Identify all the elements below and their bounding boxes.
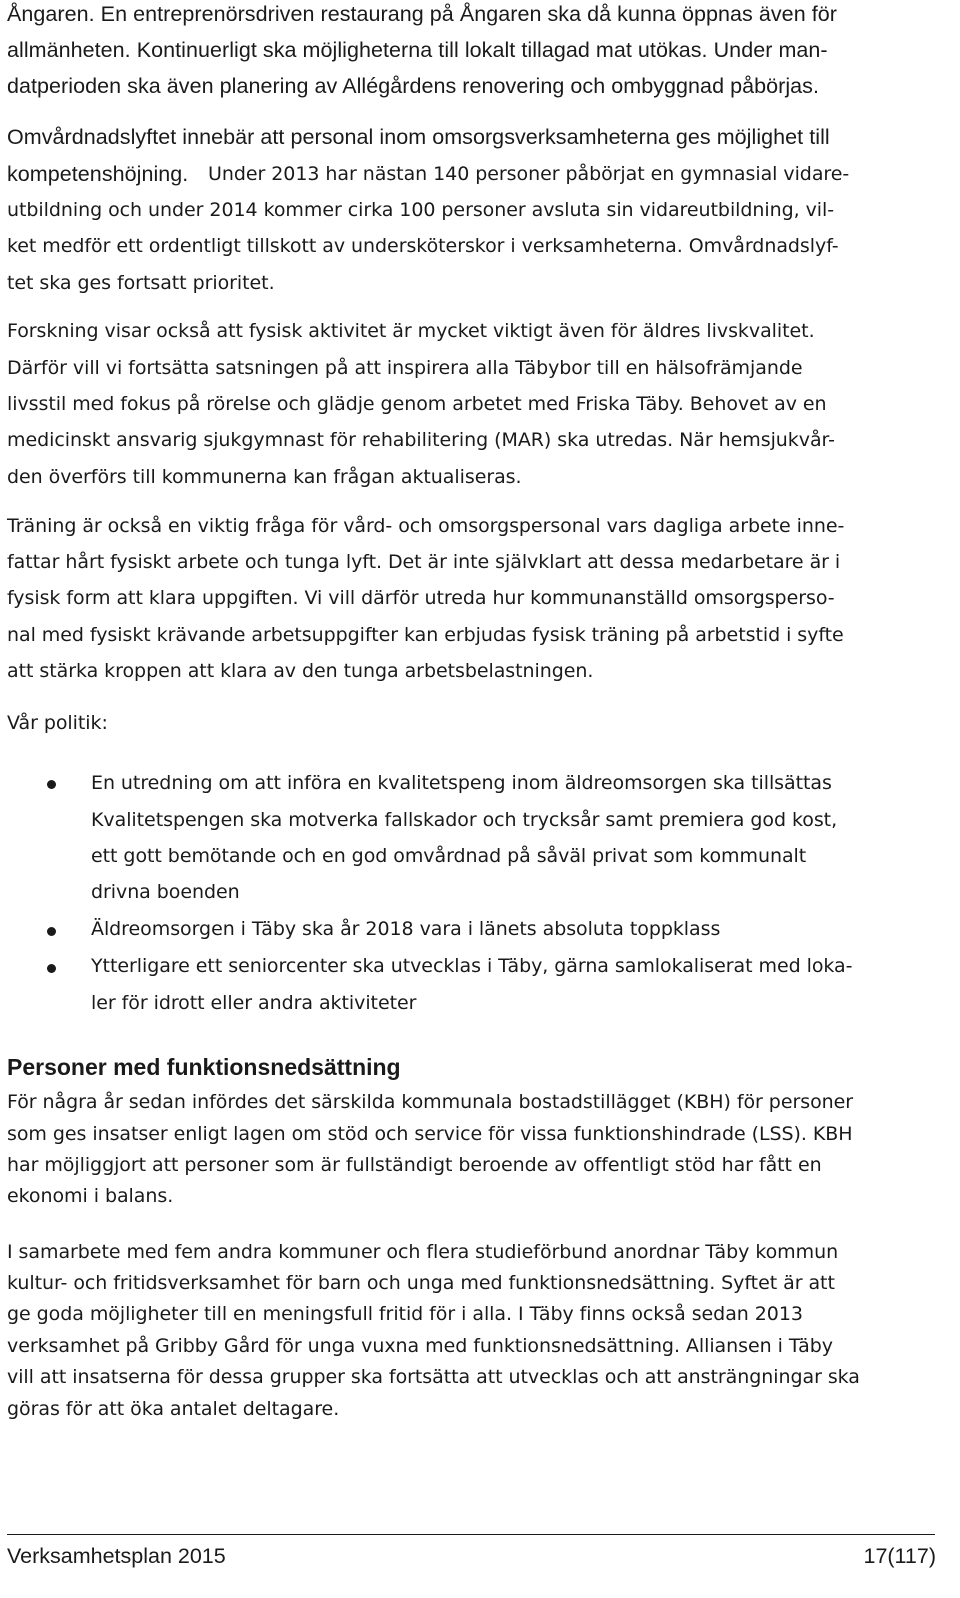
bullet-item-line: Ytterligare ett seniorcenter ska utvecklas i Täby, gärna samlokaliserat med loka-: [91, 955, 853, 977]
paragraph-5-line: ekonomi i balans.: [7, 1185, 174, 1207]
bullet-item-line: Äldreomsorgen i Täby ska år 2018 vara i länets absoluta toppklass: [91, 918, 721, 940]
paragraph-2-line: kompetenshöjning.: [7, 162, 189, 186]
paragraph-3-line: Därför vill vi fortsätta satsningen på att inspirera alla Täbybor till en hälsofrämjande: [7, 357, 803, 379]
footer-rule: [7, 1534, 935, 1535]
footer-page-number: 17(117): [863, 1544, 936, 1568]
paragraph-2-line: Omvårdnadslyftet innebär att personal inom omsorgsverksamheterna ges möjlighet till: [7, 125, 830, 149]
paragraph-6-line: ge goda möjligheter till en meningsfull fritid för i alla. I Täby finns också sedan 2013: [7, 1303, 803, 1325]
paragraph-4-line: Träning är också en viktig fråga för vård- och omsorgspersonal vars dagliga arbete inne-: [7, 515, 845, 537]
paragraph-6-line: kultur- och fritidsverksamhet för barn och unga med funktionsnedsättning. Syftet är att: [7, 1272, 835, 1294]
paragraph-6-line: göras för att öka antalet deltagare.: [7, 1398, 340, 1420]
paragraph-4-line: fattar hårt fysiskt arbete och tunga lyft. Det är inte självklart att dessa medarbetare är i: [7, 551, 841, 573]
paragraph-2-line: ket medför ett ordentligt tillskott av undersköterskor i verksamheterna. Omvårdnadslyf-: [7, 235, 839, 257]
paragraph-6-line: I samarbete med fem andra kommuner och flera studieförbund anordnar Täby kommun: [7, 1241, 839, 1263]
paragraph-4-line: nal med fysiskt krävande arbetsuppgifter kan erbjudas fysisk träning på arbetstid i syfte: [7, 624, 844, 646]
footer-document-title: Verksamhetsplan 2015: [7, 1544, 226, 1568]
paragraph-5-line: För några år sedan infördes det särskilda kommunala bostadstillägget (KBH) för personer: [7, 1091, 854, 1113]
bullet-dot: [47, 927, 56, 936]
paragraph-4-line: fysisk form att klara uppgiften. Vi vill därför utreda hur kommunanställd omsorgsperso-: [7, 587, 835, 609]
paragraph-3-line: den överförs till kommunerna kan frågan aktualiseras.: [7, 466, 522, 488]
paragraph-4-line: att stärka kroppen att klara av den tunga arbetsbelastningen.: [7, 660, 594, 682]
paragraph-3-line: Forskning visar också att fysisk aktivitet är mycket viktigt även för äldres livskvalitet.: [7, 320, 815, 342]
paragraph-6-line: vill att insatserna för dessa grupper ska fortsätta att utvecklas och att ansträngningar ska: [7, 1366, 860, 1388]
paragraph-5-line: som ges insatser enligt lagen om stöd och service för vissa funktionshindrade (LSS). KBH: [7, 1123, 853, 1145]
paragraph-5-line: har möjliggjort att personer som är fullständigt beroende av offentligt stöd har fått en: [7, 1154, 822, 1176]
bullet-dot: [47, 964, 56, 973]
paragraph-1-line: datperioden ska även planering av Allégårdens renovering och ombyggnad påbörjas.: [7, 74, 819, 98]
bullet-item-line: drivna boenden: [91, 881, 240, 903]
bullet-item-line: Kvalitetspengen ska motverka fallskador och trycksår samt premiera god kost,: [91, 809, 838, 831]
paragraph-1-line: Ångaren. En entreprenörsdriven restaurang på Ångaren ska då kunna öppnas även för: [7, 2, 837, 26]
paragraph-2-line: Under 2013 har nästan 140 personer påbörjat en gymnasial vidare-: [208, 163, 850, 185]
paragraph-3-line: livsstil med fokus på rörelse och glädje genom arbetet med Friska Täby. Behovet av en: [7, 393, 827, 415]
paragraph-2-line: tet ska ges fortsatt prioritet.: [7, 272, 275, 294]
paragraph-2-line: utbildning och under 2014 kommer cirka 100 personer avsluta sin vidareutbildning, vil-: [7, 199, 835, 221]
paragraph-3-line: medicinskt ansvarig sjukgymnast för rehabilitering (MAR) ska utredas. När hemsjukvår-: [7, 429, 835, 451]
paragraph-1-line: allmänheten. Kontinuerligt ska möjligheterna till lokalt tillagad mat utökas. Under man-: [7, 38, 828, 62]
bullet-item-line: ler för idrott eller andra aktiviteter: [91, 992, 417, 1014]
section-heading: Personer med funktionsnedsättning: [7, 1054, 401, 1080]
bullet-item-line: ett gott bemötande och en god omvårdnad på såväl privat som kommunalt: [91, 845, 807, 867]
bullet-item-line: En utredning om att införa en kvalitetspeng inom äldreomsorgen ska tillsättas: [91, 772, 832, 794]
bullet-dot: [47, 780, 56, 789]
paragraph-6-line: verksamhet på Gribby Gård för unga vuxna med funktionsnedsättning. Alliansen i Täby: [7, 1335, 833, 1357]
policy-label: Vår politik:: [7, 712, 108, 734]
